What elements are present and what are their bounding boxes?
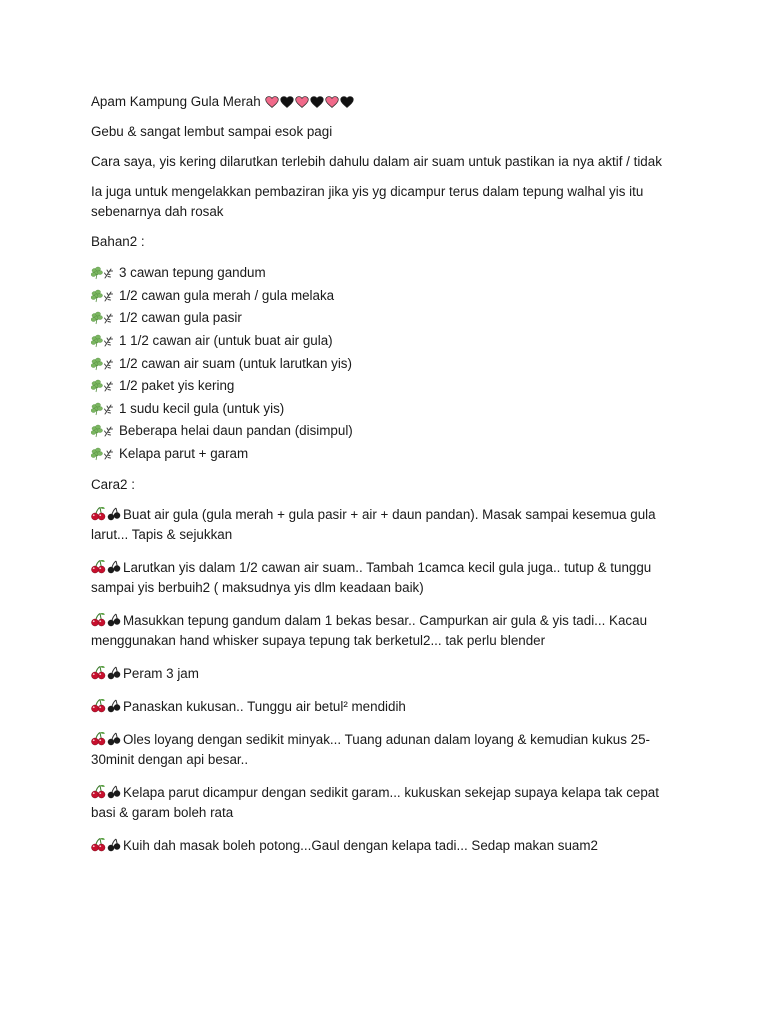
cherry-icon <box>91 731 121 746</box>
pink-heart-icon <box>325 96 339 108</box>
recipe-title: Apam Kampung Gula Merah <box>91 94 261 109</box>
recipe-title-row <box>91 92 681 112</box>
step-item <box>91 505 681 545</box>
herb-icon <box>91 379 119 393</box>
pink-heart-icon <box>265 96 279 108</box>
step-item <box>91 664 681 684</box>
herb-icon <box>91 402 119 416</box>
step-text: Buat air gula (gula merah + gula pasir + air + daun pandan). Masak sampai kesemua gula larut... Tapis & sejukkan <box>91 507 656 543</box>
cherry-icon <box>91 665 121 680</box>
intro-paragraph-2: Ia juga untuk mengelakkan pembaziran jika yis yg dicampur terus dalam tepung walhal yis itu sebenarnya dah rosak <box>91 184 644 219</box>
step-text: Oles loyang dengan sedikit minyak... Tuang adunan dalam loyang & kemudian kukus 25-30minit dengan api besar.. <box>91 732 651 768</box>
step-item <box>91 730 681 770</box>
herb-icon <box>91 289 119 303</box>
step-item <box>91 836 681 856</box>
ingredients-heading: Bahan2 : <box>91 234 145 249</box>
black-heart-icon <box>310 96 324 108</box>
title-hearts <box>265 96 354 108</box>
ingredient-text: 1/2 cawan gula pasir <box>119 310 242 326</box>
step-text: Masukkan tepung gandum dalam 1 bekas besar.. Campurkan air gula & yis tadi... Kacau menggunakan hand whisker supaya tepung tak berketul2... tak perlu blender <box>91 613 648 649</box>
ingredient-item <box>91 330 681 353</box>
herb-icon <box>91 311 119 325</box>
ingredient-item <box>91 285 681 308</box>
ingredient-text: 1/2 paket yis kering <box>119 378 235 394</box>
herb-icon <box>91 357 119 371</box>
ingredient-text: 1 sudu kecil gula (untuk yis) <box>119 400 285 416</box>
ingredient-text: Kelapa parut + garam <box>119 446 249 462</box>
herb-icon <box>91 447 119 461</box>
herb-icon <box>91 266 119 280</box>
ingredient-item <box>91 352 681 375</box>
cherry-icon <box>91 612 121 627</box>
recipe-subtitle: Gebu & sangat lembut sampai esok pagi <box>91 124 333 139</box>
step-text: Larutkan yis dalam 1/2 cawan air suam.. Tambah 1camca kecil gula juga.. tutup & tunggu sampai yis berbuih2 ( maksudnya yis dlm keadaan baik) <box>91 560 652 596</box>
step-text: Kelapa parut dicampur dengan sedikit garam... kukuskan sekejap supaya kelapa tak cepat basi & garam boleh rata <box>91 785 659 821</box>
step-item <box>91 783 681 823</box>
cherry-icon <box>91 837 121 852</box>
steps-list <box>91 505 681 856</box>
cherry-icon <box>91 698 121 713</box>
step-text: Panaskan kukusan.. Tunggu air betul² mendidih <box>123 699 406 715</box>
herb-icon <box>91 424 119 438</box>
recipe-document <box>91 92 681 869</box>
intro-paragraph-1: Cara saya, yis kering dilarutkan terlebih dahulu dalam air suam untuk pastikan ia nya aktif / tidak <box>91 154 662 169</box>
ingredient-text: 1/2 cawan gula merah / gula melaka <box>119 287 335 303</box>
ingredients-list <box>91 262 681 465</box>
cherry-icon <box>91 784 121 799</box>
ingredient-item <box>91 375 681 398</box>
ingredient-item <box>91 307 681 330</box>
ingredient-text: 3 cawan tepung gandum <box>119 265 266 281</box>
ingredient-item <box>91 262 681 285</box>
step-item <box>91 558 681 598</box>
ingredient-text: Beberapa helai daun pandan (disimpul) <box>119 423 353 439</box>
step-item <box>91 611 681 651</box>
pink-heart-icon <box>295 96 309 108</box>
ingredient-item <box>91 398 681 421</box>
ingredient-text: 1 1/2 cawan air (untuk buat air gula) <box>119 333 333 349</box>
ingredient-item <box>91 420 681 443</box>
step-item <box>91 697 681 717</box>
black-heart-icon <box>340 96 354 108</box>
ingredient-text: 1/2 cawan air suam (untuk larutkan yis) <box>119 355 352 371</box>
cherry-icon <box>91 559 121 574</box>
herb-icon <box>91 334 119 348</box>
black-heart-icon <box>280 96 294 108</box>
step-text: Peram 3 jam <box>123 666 199 682</box>
steps-heading: Cara2 : <box>91 477 135 493</box>
ingredient-item <box>91 443 681 466</box>
cherry-icon <box>91 506 121 521</box>
step-text: Kuih dah masak boleh potong...Gaul dengan kelapa tadi... Sedap makan suam2 <box>123 838 598 854</box>
